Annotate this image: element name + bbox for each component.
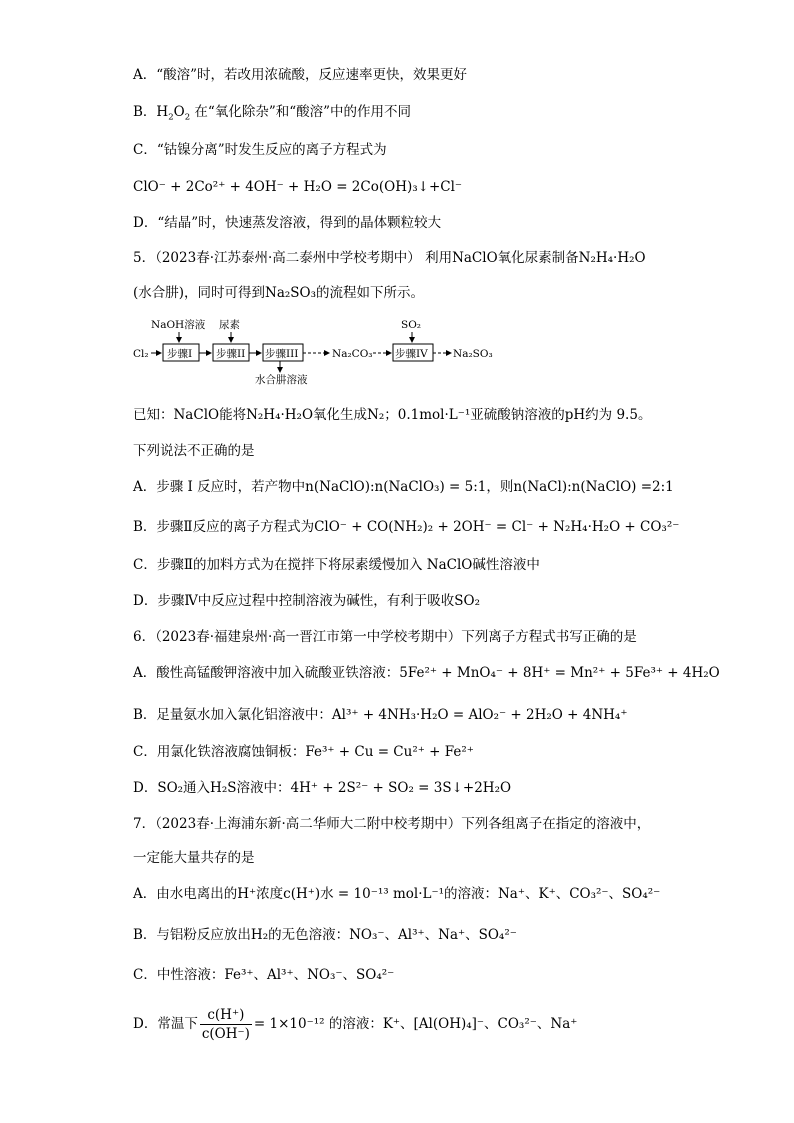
q5-heading-line2: (水合肼)，同时可得到Na₂SO₃的流程如下所示。 bbox=[133, 285, 425, 301]
fraction-numerator: c(H⁺) bbox=[200, 1007, 252, 1025]
q7-option-d-pre: D．常温下 bbox=[133, 1016, 198, 1032]
q4-option-b-sub2: 2 bbox=[184, 112, 191, 123]
q7-option-b: B．与铝粉反应放出H₂的无色溶液：NO₃⁻、Al³⁺、Na⁺、SO₄²⁻ bbox=[133, 927, 517, 943]
flow-step2-label: 步骤II bbox=[216, 348, 246, 360]
q6-option-d: D．SO₂通入H₂S溶液中：4H⁺ + 2S²⁻ + SO₂ = 3S↓+2H₂O bbox=[133, 780, 512, 796]
q4-option-c-equation: ClO⁻ + 2Co²⁺ + 4OH⁻ + H₂O = 2Co(OH)₃↓+Cl⁻ bbox=[133, 179, 463, 195]
q5-option-a: A．步骤 I 反应时，若产物中n(NaClO):n(NaClO₃) = 5:1，则n(NaCl):n(NaClO) =2:1 bbox=[133, 479, 674, 495]
q4-option-b bbox=[133, 103, 411, 121]
flow-step4-label: 步骤IV bbox=[395, 348, 428, 360]
q7-option-d-post: = 1×10⁻¹² 的溶液：K⁺、[Al(OH)₄]⁻、CO₃²⁻、Na⁺ bbox=[253, 1016, 578, 1032]
q4-option-b-post: 在“氧化除杂”和“酸溶”中的作用不同 bbox=[190, 104, 412, 120]
flow-hydrazine-label: 水合肼溶液 bbox=[255, 374, 308, 386]
q4-option-b-sub: 2 bbox=[168, 112, 174, 123]
flow-step1-label: 步骤I bbox=[167, 348, 193, 360]
q7-option-d-fraction bbox=[200, 1007, 252, 1042]
q7-heading-line2: 一定能大量共存的是 bbox=[133, 850, 255, 866]
q5-option-c: C．步骤Ⅱ的加料方式为在搅拌下将尿素缓慢加入 NaClO碱性溶液中 bbox=[133, 557, 540, 573]
q7-option-c: C．中性溶液：Fe³⁺、Al³⁺、NO₃⁻、SO₄²⁻ bbox=[133, 967, 395, 983]
q7-option-d bbox=[133, 1007, 577, 1042]
fraction-denominator: c(OH⁻) bbox=[201, 1026, 250, 1042]
flow-urea-label: 尿素 bbox=[219, 319, 240, 331]
q6-heading: 6．（2023春·福建泉州·高一晋江市第一中学校考期中）下列离子方程式书写正确的是 bbox=[133, 629, 637, 645]
q5-flow-diagram bbox=[133, 316, 513, 386]
q4-option-a: A．“酸溶”时，若改用浓硫酸，反应速率更快，效果更好 bbox=[133, 67, 468, 83]
flow-na2co3-label: Na₂CO₃ bbox=[332, 348, 373, 360]
q4-option-d: D．“结晶”时，快速蒸发溶液，得到的晶体颗粒较大 bbox=[133, 215, 442, 231]
q6-option-a: A．酸性高锰酸钾溶液中加入硫酸亚铁溶液：5Fe²⁺ + MnO₄⁻ + 8H⁺ = Mn²⁺ + 5Fe³⁺ + 4H₂O bbox=[133, 665, 720, 681]
q5-option-d: D．步骤Ⅳ中反应过程中控制溶液为碱性，有利于吸收SO₂ bbox=[133, 593, 481, 609]
q5-option-b: B．步骤Ⅱ反应的离子方程式为ClO⁻ + CO(NH₂)₂ + 2OH⁻ = Cl⁻ + N₂H₄·H₂O + CO₃²⁻ bbox=[133, 519, 680, 535]
q7-heading: 7．（2023春·上海浦东新·高二华师大二附中校考期中）下列各组离子在指定的溶液中， bbox=[133, 816, 651, 832]
flow-so2-label: SO₂ bbox=[401, 319, 422, 331]
q4-option-b-pre: B．H bbox=[133, 104, 169, 120]
q7-option-a: A．由水电离出的H⁺浓度c(H⁺)水 = 10⁻¹³ mol·L⁻¹的溶液：Na⁺、K⁺、CO₃²⁻、SO₄²⁻ bbox=[133, 886, 661, 902]
flow-diagram-svg bbox=[133, 316, 513, 386]
q5-known: 已知：NaClO能将N₂H₄·H₂O氧化生成N₂；0.1mol·L⁻¹亚硫酸钠溶液的pH约为 9.5。 bbox=[133, 407, 652, 423]
q4-option-b-mid: O bbox=[173, 104, 185, 120]
q6-option-b: B．足量氨水加入氯化铝溶液中：Al³⁺ + 4NH₃·H₂O = AlO₂⁻ + 2H₂O + 4NH₄⁺ bbox=[133, 707, 628, 723]
q6-option-c: C．用氯化铁溶液腐蚀铜板：Fe³⁺ + Cu = Cu²⁺ + Fe²⁺ bbox=[133, 744, 474, 760]
flow-naoh-label: NaOH溶液 bbox=[151, 319, 206, 331]
q5-question: 下列说法不正确的是 bbox=[133, 443, 255, 459]
q4-option-c: C．“钴镍分离”时发生反应的离子方程式为 bbox=[133, 142, 387, 158]
flow-cl2-label: Cl₂ bbox=[133, 348, 149, 360]
flow-na2so3-label: Na₂SO₃ bbox=[453, 348, 493, 360]
flow-step3-label: 步骤III bbox=[265, 348, 299, 360]
q5-heading: 5．（2023春·江苏泰州·高二泰州中学校考期中） 利用NaClO氧化尿素制备N₂H₄·H₂O bbox=[133, 250, 646, 266]
